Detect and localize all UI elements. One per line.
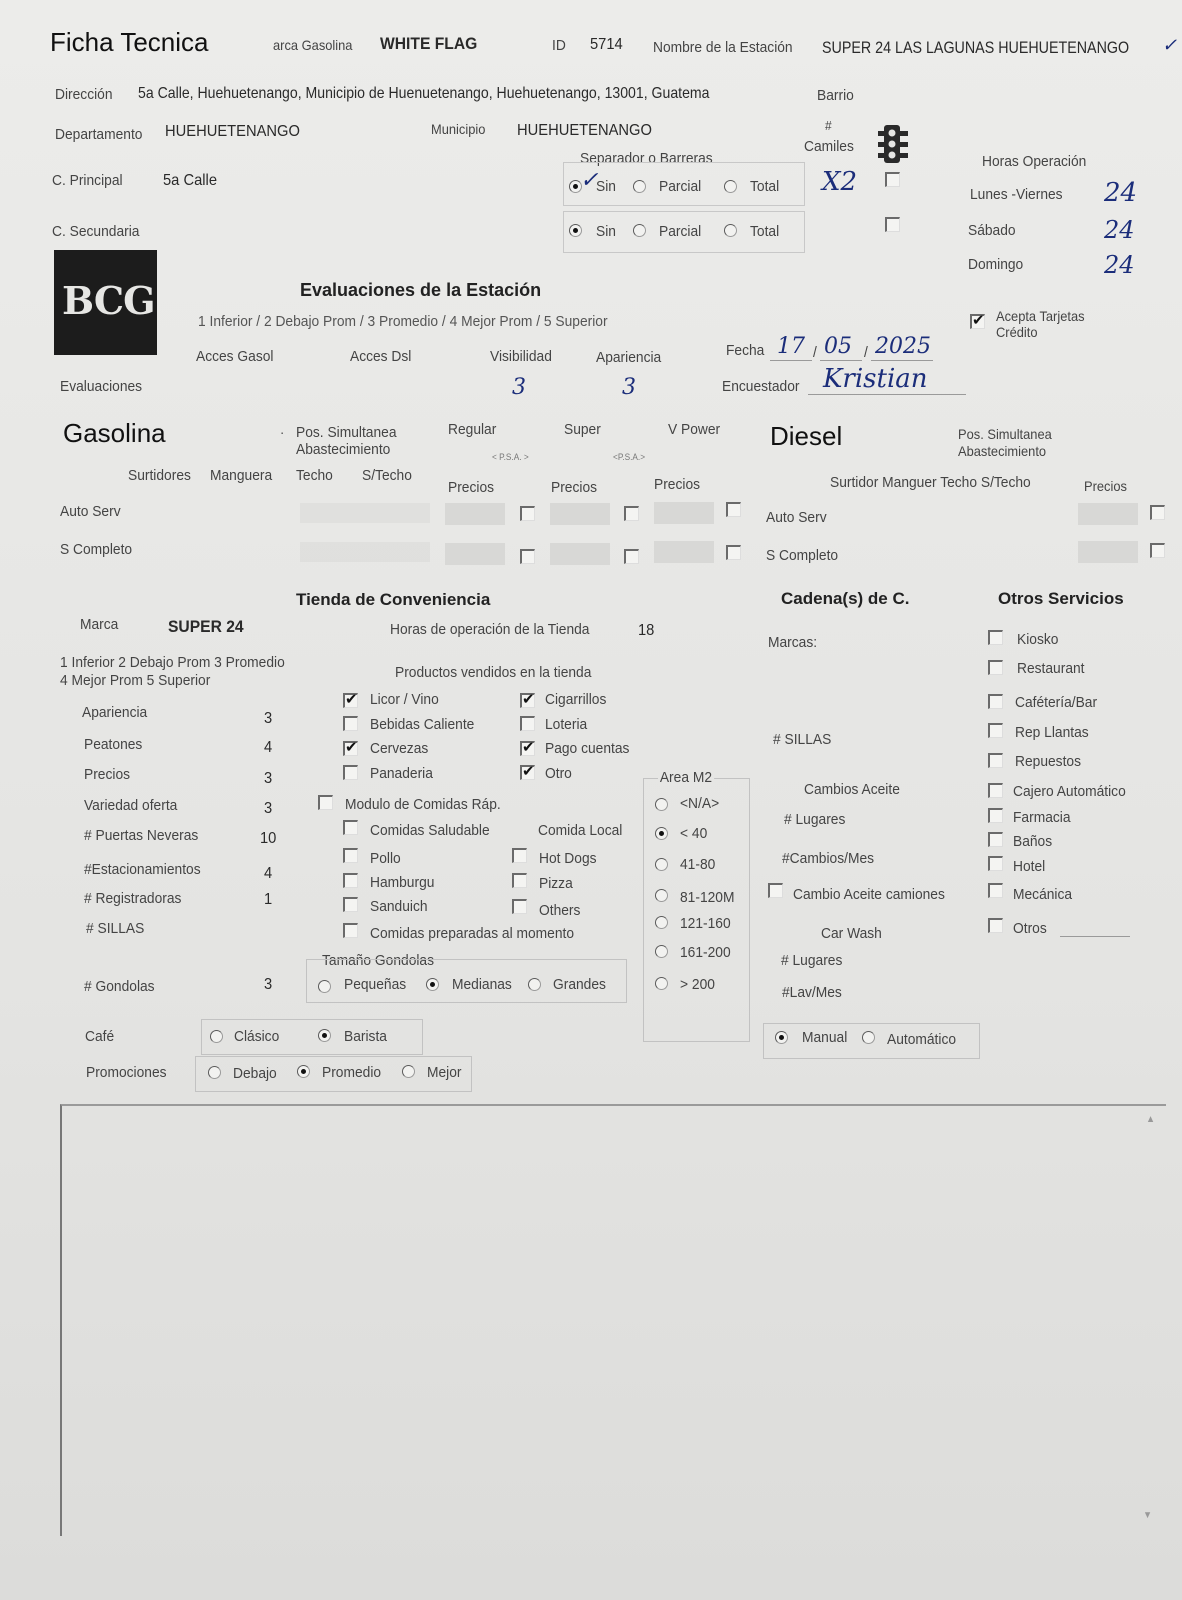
station-name-label: Nombre de la Estación bbox=[653, 39, 793, 56]
bcg-logo: BCG bbox=[54, 250, 157, 355]
gas-auto-super-price[interactable] bbox=[550, 503, 610, 525]
service-repuestos-checkbox[interactable] bbox=[988, 753, 1003, 768]
gas-full-vpower-price[interactable] bbox=[654, 541, 714, 563]
service-cajero-label: Cajero Automático bbox=[1013, 783, 1126, 800]
food-pizza-label: Pizza bbox=[539, 875, 573, 892]
appearance-value: 3 bbox=[622, 375, 636, 400]
rating-apariencia-label: Apariencia bbox=[82, 704, 148, 721]
service-cafeteria-label: Cafétería/Bar bbox=[1015, 694, 1098, 711]
traffic-lights-hash: # bbox=[825, 118, 832, 133]
surveyor-value: Kristian bbox=[823, 364, 928, 394]
diesel-cols: Surtidor Manguer Techo S/Techo bbox=[830, 474, 1031, 491]
traffic-light-icon bbox=[876, 123, 910, 165]
secondary-parcial-radio[interactable] bbox=[633, 224, 646, 237]
store-brand-value: SUPER 24 bbox=[168, 617, 244, 636]
area-gt200-radio[interactable] bbox=[655, 977, 668, 990]
rating-apariencia-value: 3 bbox=[264, 710, 273, 727]
gas-col-techo: Techo bbox=[296, 467, 333, 484]
principal-total-label: Total bbox=[750, 178, 780, 195]
surveyor-line bbox=[808, 394, 966, 395]
principal-sin-label: Sin bbox=[596, 178, 616, 195]
service-kiosko-checkbox[interactable] bbox=[988, 630, 1003, 645]
service-hotel-label: Hotel bbox=[1013, 858, 1046, 875]
col-acces-dsl: Acces Dsl bbox=[350, 348, 412, 365]
coffee-barista-radio[interactable] bbox=[318, 1029, 331, 1042]
fast-food-module-label: Modulo de Comidas Ráp. bbox=[345, 796, 501, 813]
hours-weekday-value: 24 bbox=[1104, 178, 1138, 208]
food-hotdogs-label: Hot Dogs bbox=[539, 850, 597, 867]
gas-auto-super-checkbox[interactable] bbox=[624, 506, 639, 521]
food-others-label: Others bbox=[539, 902, 581, 919]
gas-col-surtidores: Surtidores bbox=[128, 467, 191, 484]
gondola-pequenas-radio[interactable] bbox=[318, 980, 331, 993]
main-street-label: C. Principal bbox=[52, 172, 123, 189]
product-panaderia-checkbox[interactable] bbox=[343, 765, 358, 780]
col-apariencia: Apariencia bbox=[596, 349, 662, 366]
product-cigarrillos-label: Cigarrillos bbox=[545, 691, 607, 708]
gas-col-stecho: S/Techo bbox=[362, 467, 412, 484]
diesel-title: Diesel bbox=[770, 421, 843, 451]
department-label: Departamento bbox=[55, 126, 143, 143]
coffee-clasico-label: Clásico bbox=[234, 1028, 280, 1045]
area-lt40-label: < 40 bbox=[680, 825, 708, 842]
area-161-200-label: 161-200 bbox=[680, 944, 731, 961]
gondola-medianas-label: Medianas bbox=[452, 976, 512, 993]
hours-sunday-label: Domingo bbox=[968, 256, 1024, 273]
secondary-street-label: C. Secundaria bbox=[52, 223, 140, 240]
area-121-160-radio[interactable] bbox=[655, 916, 668, 929]
principal-parcial-label: Parcial bbox=[659, 178, 702, 195]
scroll-down-icon[interactable]: ▼ bbox=[1143, 1510, 1153, 1521]
oil-change-title: Cambios Aceite bbox=[804, 781, 900, 798]
visibility-value: 3 bbox=[512, 375, 526, 400]
service-banos-label: Baños bbox=[1013, 833, 1053, 850]
date-day-value: 17 bbox=[777, 334, 805, 359]
secondary-parcial-label: Parcial bbox=[659, 223, 702, 240]
gondola-grandes-radio[interactable] bbox=[528, 978, 541, 991]
promo-mejor-radio[interactable] bbox=[402, 1065, 415, 1078]
rating-variedad-value: 3 bbox=[264, 800, 273, 817]
food-preparadas-label: Comidas preparadas al momento bbox=[370, 925, 575, 942]
food-hamburgu-label: Hamburgu bbox=[370, 874, 435, 891]
surveyor-label: Encuestador bbox=[722, 378, 800, 395]
store-hours-label: Horas de operación de la Tienda bbox=[390, 621, 590, 638]
rating-registradoras-value: 1 bbox=[264, 891, 273, 908]
car-wash-month-label: #Lav/Mes bbox=[782, 984, 842, 1001]
diesel-auto-serv-label: Auto Serv bbox=[766, 509, 827, 526]
separator-label: Separador o Barreras bbox=[580, 150, 713, 167]
promo-debajo-radio[interactable] bbox=[208, 1066, 221, 1079]
rating-precios-value: 3 bbox=[264, 770, 273, 787]
car-wash-manual-label: Manual bbox=[802, 1029, 848, 1046]
gas-auto-vpower-checkbox[interactable] bbox=[726, 502, 741, 517]
food-pollo-label: Pollo bbox=[370, 850, 401, 867]
food-hotdogs-checkbox[interactable] bbox=[512, 848, 527, 863]
gas-simultaneous-label: Pos. Simultanea Abastecimiento bbox=[296, 424, 397, 458]
service-farmacia-label: Farmacia bbox=[1013, 809, 1071, 826]
coffee-barista-label: Barista bbox=[344, 1028, 387, 1045]
date-year-value: 2025 bbox=[875, 334, 931, 359]
gas-auto-vpower-price[interactable] bbox=[654, 502, 714, 524]
food-sanduich-label: Sanduich bbox=[370, 898, 428, 915]
car-wash-manual-radio[interactable] bbox=[775, 1031, 788, 1044]
car-wash-auto-label: Automático bbox=[887, 1031, 957, 1048]
secondary-sin-radio[interactable] bbox=[569, 224, 582, 237]
id-label: ID bbox=[552, 37, 566, 54]
date-year-line bbox=[871, 360, 933, 361]
station-check-mark: ✓ bbox=[1162, 35, 1178, 56]
hours-sunday-value: 24 bbox=[1104, 251, 1135, 279]
product-panaderia-label: Panaderia bbox=[370, 765, 433, 782]
product-pago-label: Pago cuentas bbox=[545, 740, 630, 757]
rating-sillas-label: # SILLAS bbox=[86, 920, 145, 937]
date-label: Fecha bbox=[726, 342, 765, 359]
service-repuestos-label: Repuestos bbox=[1015, 753, 1081, 770]
local-food-label: Comida Local bbox=[538, 822, 623, 839]
gas-auto-serv-label: Auto Serv bbox=[60, 503, 121, 520]
diesel-s-completo-label: S Completo bbox=[766, 547, 839, 564]
service-otros-label: Otros bbox=[1013, 920, 1047, 937]
product-cigarrillos-checkbox[interactable] bbox=[520, 693, 535, 708]
promo-promedio-radio[interactable] bbox=[297, 1065, 310, 1078]
food-hamburgu-checkbox[interactable] bbox=[343, 873, 358, 888]
id-value: 5714 bbox=[590, 36, 623, 53]
gas-precios-super: Precios bbox=[551, 479, 598, 496]
date-sep-2: / bbox=[864, 344, 868, 361]
rating-puertas-value: 10 bbox=[260, 830, 277, 847]
scroll-up-icon[interactable]: ▲ bbox=[1146, 1114, 1156, 1125]
food-pizza-checkbox[interactable] bbox=[512, 873, 527, 888]
rating-peatones-label: Peatones bbox=[84, 736, 143, 753]
product-pago-checkbox[interactable] bbox=[520, 741, 535, 756]
gondola-size-label: Tamaño Gondolas bbox=[322, 952, 435, 969]
promotions-label: Promociones bbox=[86, 1064, 167, 1081]
gondola-medianas-radio[interactable] bbox=[426, 978, 439, 991]
service-kiosko-label: Kiosko bbox=[1017, 631, 1059, 648]
evaluations-scale: 1 Inferior / 2 Debajo Prom / 3 Promedio / 4 Mejor Prom / 5 Superior bbox=[198, 313, 608, 330]
traffic-light-secondary-checkbox[interactable] bbox=[885, 217, 900, 232]
food-others-checkbox[interactable] bbox=[512, 899, 527, 914]
date-month-value: 05 bbox=[824, 334, 852, 359]
service-restaurant-label: Restaurant bbox=[1017, 660, 1085, 677]
store-title: Tienda de Conveniencia bbox=[296, 590, 491, 609]
gas-psa-regular: < P.S.A. > bbox=[492, 452, 529, 462]
date-month-line bbox=[820, 360, 862, 361]
brand-label: arca Gasolina bbox=[273, 37, 353, 53]
service-llantas-label: Rep Llantas bbox=[1015, 724, 1089, 741]
rating-estacionamientos-label: #Estacionamientos bbox=[84, 861, 201, 878]
area-group bbox=[643, 778, 750, 1042]
gas-super-label: Super bbox=[564, 421, 601, 438]
rating-variedad-label: Variedad oferta bbox=[84, 797, 178, 814]
chain-brands-label: Marcas: bbox=[768, 634, 818, 651]
food-saludable-label: Comidas Saludable bbox=[370, 822, 490, 839]
store-scale-1: 1 Inferior 2 Debajo Prom 3 Promedio bbox=[60, 654, 285, 671]
service-cafeteria-checkbox[interactable] bbox=[988, 694, 1003, 709]
truck-oil-change-label: Cambio Aceite camiones bbox=[793, 886, 945, 903]
service-otros-line bbox=[1060, 936, 1130, 937]
food-saludable-checkbox[interactable] bbox=[343, 820, 358, 835]
secondary-total-label: Total bbox=[750, 223, 780, 240]
gondolas-label: # Gondolas bbox=[84, 978, 155, 995]
gas-precios-regular: Precios bbox=[448, 479, 495, 496]
service-restaurant-checkbox[interactable] bbox=[988, 660, 1003, 675]
product-licor-checkbox[interactable] bbox=[343, 693, 358, 708]
food-sanduich-checkbox[interactable] bbox=[343, 897, 358, 912]
service-mecanica-checkbox[interactable] bbox=[988, 883, 1003, 898]
car-wash-title: Car Wash bbox=[821, 925, 882, 942]
gas-col-manguera: Manguera bbox=[210, 467, 273, 484]
area-na-radio[interactable] bbox=[655, 798, 668, 811]
food-preparadas-checkbox[interactable] bbox=[343, 923, 358, 938]
service-banos-checkbox[interactable] bbox=[988, 832, 1003, 847]
gas-precios-vpower: Precios bbox=[654, 476, 701, 493]
diesel-full-price[interactable] bbox=[1078, 541, 1138, 563]
traffic-lights-hand-value: X2 bbox=[822, 167, 858, 197]
station-name-value: SUPER 24 LAS LAGUNAS HUEHUETENANGO bbox=[822, 38, 1130, 57]
service-farmacia-checkbox[interactable] bbox=[988, 808, 1003, 823]
store-brand-label: Marca bbox=[80, 616, 119, 633]
area-na-label: <N/A> bbox=[680, 795, 720, 812]
car-wash-places-label: # Lugares bbox=[781, 952, 843, 969]
secondary-sin-label: Sin bbox=[596, 223, 616, 240]
gas-full-super-checkbox[interactable] bbox=[624, 549, 639, 564]
truck-oil-change-checkbox[interactable] bbox=[768, 883, 783, 898]
col-acces-gasol: Acces Gasol bbox=[196, 348, 274, 365]
coffee-label: Café bbox=[85, 1028, 115, 1045]
barrio-label: Barrio bbox=[817, 87, 854, 104]
oil-change-month-label: #Cambios/Mes bbox=[782, 850, 875, 867]
gas-s-completo-fields[interactable] bbox=[300, 542, 430, 562]
municipality-label: Municipio bbox=[431, 121, 486, 137]
area-81-120-radio[interactable] bbox=[655, 889, 668, 902]
chain-sillas-label: # SILLAS bbox=[773, 731, 832, 748]
col-visibilidad: Visibilidad bbox=[490, 348, 552, 365]
traffic-light-principal-checkbox[interactable] bbox=[885, 172, 900, 187]
address-label: Dirección bbox=[55, 86, 113, 103]
rating-estacionamientos-value: 4 bbox=[264, 865, 273, 882]
coffee-clasico-radio[interactable] bbox=[210, 1030, 223, 1043]
area-81-120-label: 81-120M bbox=[680, 889, 735, 906]
gas-s-completo-label: S Completo bbox=[60, 541, 133, 558]
main-street-value: 5a Calle bbox=[163, 172, 218, 189]
products-title: Productos vendidos en la tienda bbox=[395, 664, 592, 681]
gas-vpower-label: V Power bbox=[668, 421, 721, 438]
principal-parcial-radio[interactable] bbox=[633, 180, 646, 193]
date-sep-1: / bbox=[813, 344, 817, 361]
gondola-pequenas-label: Pequeñas bbox=[344, 976, 407, 993]
gas-auto-regular-checkbox[interactable] bbox=[520, 506, 535, 521]
gas-bullet: · bbox=[280, 424, 285, 440]
service-cajero-checkbox[interactable] bbox=[988, 783, 1003, 798]
hours-saturday-label: Sábado bbox=[968, 222, 1016, 239]
area-161-200-radio[interactable] bbox=[655, 945, 668, 958]
fast-food-module-checkbox[interactable] bbox=[318, 795, 333, 810]
rating-registradoras-label: # Registradoras bbox=[84, 890, 182, 907]
gondola-grandes-label: Grandes bbox=[553, 976, 606, 993]
principal-hand-check: ✓ bbox=[580, 168, 599, 193]
area-gt200-label: > 200 bbox=[680, 976, 715, 993]
principal-total-radio[interactable] bbox=[724, 180, 737, 193]
gas-full-vpower-checkbox[interactable] bbox=[726, 545, 741, 560]
rating-peatones-value: 4 bbox=[264, 739, 273, 756]
secondary-total-radio[interactable] bbox=[724, 224, 737, 237]
area-121-160-label: 121-160 bbox=[680, 915, 731, 932]
gas-auto-serv-fields[interactable] bbox=[300, 503, 430, 523]
rating-puertas-label: # Puertas Neveras bbox=[84, 827, 199, 844]
gas-psa-super: <P.S.A.> bbox=[613, 452, 646, 462]
product-cervezas-checkbox[interactable] bbox=[343, 741, 358, 756]
traffic-lights-label: Camiles bbox=[804, 138, 854, 155]
diesel-simultaneous-label: Pos. Simultanea Abastecimiento bbox=[958, 426, 1052, 459]
department-value: HUEHUETENANGO bbox=[165, 123, 300, 140]
gas-auto-regular-price[interactable] bbox=[445, 503, 505, 525]
product-bebidas-label: Bebidas Caliente bbox=[370, 716, 475, 733]
cards-accepted-label: Acepta Tarjetas Crédito bbox=[996, 308, 1085, 340]
service-mecanica-label: Mecánica bbox=[1013, 886, 1073, 903]
area-41-80-label: 41-80 bbox=[680, 856, 716, 873]
cards-accepted-checkbox[interactable] bbox=[970, 314, 985, 329]
rating-precios-label: Precios bbox=[84, 766, 131, 783]
hours-title: Horas Operación bbox=[982, 153, 1087, 170]
gas-regular-label: Regular bbox=[448, 421, 497, 438]
other-services-title: Otros Servicios bbox=[998, 589, 1124, 608]
product-otro-checkbox[interactable] bbox=[520, 765, 535, 780]
store-hours-value: 18 bbox=[638, 622, 655, 639]
product-licor-label: Licor / Vino bbox=[370, 691, 439, 708]
gas-full-regular-price[interactable] bbox=[445, 543, 505, 565]
chain-title: Cadena(s) de C. bbox=[781, 589, 910, 608]
area-lt40-radio[interactable] bbox=[655, 827, 668, 840]
gas-full-super-price[interactable] bbox=[550, 543, 610, 565]
promo-mejor-label: Mejor bbox=[427, 1064, 462, 1081]
product-cervezas-label: Cervezas bbox=[370, 740, 429, 757]
diesel-full-checkbox[interactable] bbox=[1150, 543, 1165, 558]
service-llantas-checkbox[interactable] bbox=[988, 723, 1003, 738]
hours-weekday-label: Lunes -Viernes bbox=[970, 186, 1063, 203]
brand-value: WHITE FLAG bbox=[380, 34, 478, 53]
gondolas-value: 3 bbox=[264, 976, 273, 993]
promo-debajo-label: Debajo bbox=[233, 1065, 277, 1082]
diesel-precios: Precios bbox=[1084, 478, 1127, 494]
store-scale-2: 4 Mejor Prom 5 Superior bbox=[60, 672, 211, 689]
address-value: 5a Calle, Huehuetenango, Municipio de Huenuetenango, Huehuetenango, 13001, Guatema bbox=[138, 85, 710, 102]
diesel-auto-checkbox[interactable] bbox=[1150, 505, 1165, 520]
diesel-auto-price[interactable] bbox=[1078, 503, 1138, 525]
area-41-80-radio[interactable] bbox=[655, 858, 668, 871]
food-pollo-checkbox[interactable] bbox=[343, 848, 358, 863]
product-otro-label: Otro bbox=[545, 765, 572, 782]
evaluations-title: Evaluaciones de la Estación bbox=[300, 280, 542, 300]
gas-full-regular-checkbox[interactable] bbox=[520, 549, 535, 564]
date-day-line bbox=[770, 360, 812, 361]
product-loteria-label: Loteria bbox=[545, 716, 588, 733]
car-wash-auto-radio[interactable] bbox=[862, 1031, 875, 1044]
hours-saturday-value: 24 bbox=[1104, 216, 1135, 244]
form-title: Ficha Tecnica bbox=[50, 27, 209, 57]
area-label: Area M2 bbox=[659, 769, 713, 786]
service-otros-checkbox[interactable] bbox=[988, 918, 1003, 933]
oil-change-places-label: # Lugares bbox=[784, 811, 846, 828]
product-loteria-checkbox[interactable] bbox=[520, 716, 535, 731]
municipality-value: HUEHUETENANGO bbox=[517, 122, 652, 139]
evaluations-row-label: Evaluaciones bbox=[60, 378, 143, 395]
notes-textarea[interactable] bbox=[60, 1104, 1166, 1536]
product-bebidas-checkbox[interactable] bbox=[343, 716, 358, 731]
gasoline-title: Gasolina bbox=[63, 418, 166, 448]
promo-promedio-label: Promedio bbox=[322, 1064, 382, 1081]
service-hotel-checkbox[interactable] bbox=[988, 856, 1003, 871]
